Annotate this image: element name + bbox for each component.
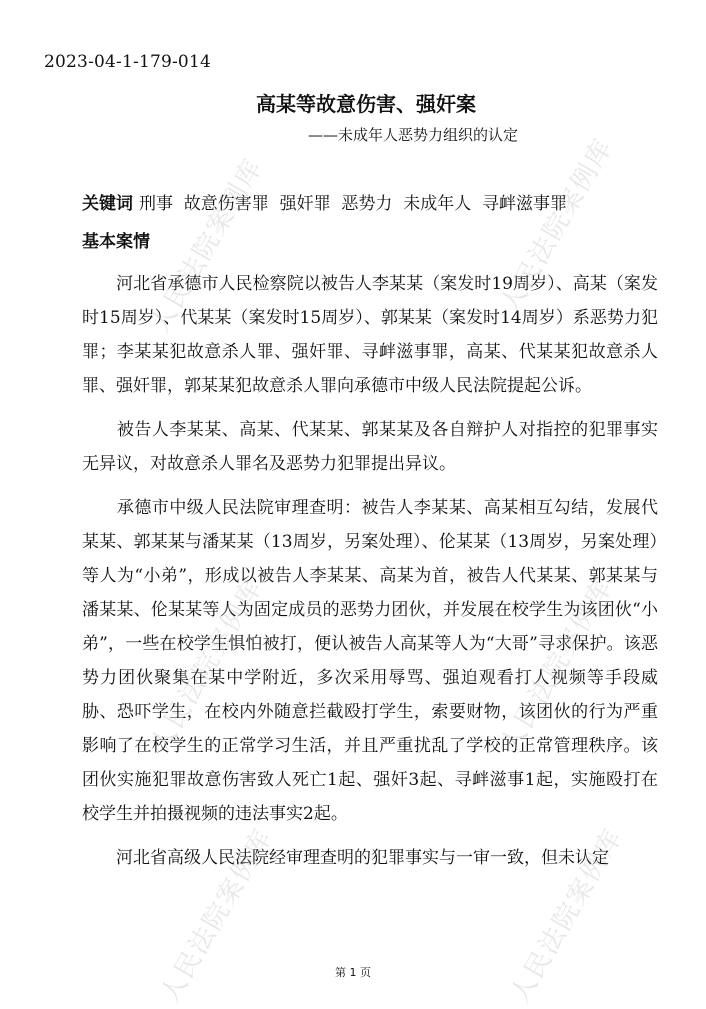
case-subtitle: ——未成年人恶势力组织的认定 xyxy=(307,126,518,144)
paragraph-4: 河北省高级人民法院经审理查明的犯罪事实与一审一致，但未认定 xyxy=(82,848,609,868)
keywords-line xyxy=(82,191,658,229)
watermark: 人民法院案例库 xyxy=(145,153,270,338)
watermark: 人民法院案例库 xyxy=(155,823,280,1008)
watermark: 人民法院案例库 xyxy=(505,823,630,1008)
paragraph-1: 河北省承德市人民检察院以被告人李某某（案发时19周岁）、高某（案发时15周岁）、代某某（案发时15周岁）、郭某某（案发时14周岁）系恶势力犯罪；李某某犯故意杀人罪、强奸罪、寻衅滋事罪，高某、代某某犯故意杀人罪、强奸罪，郭某某犯故意杀人罪向承德市中级人民法院提起公诉。 xyxy=(82,274,658,396)
section-heading-basic-facts: 基本案情 xyxy=(82,232,150,252)
watermark: 人民法院案例库 xyxy=(145,573,270,758)
document-body xyxy=(82,191,658,885)
paragraph-2: 被告人李某某、高某、代某某、郭某某及各自辩护人对指控的犯罪事实无异议，对故意杀人罪名及恶势力犯罪提出异议。 xyxy=(82,420,658,474)
watermark: 人民法院案例库 xyxy=(495,133,620,318)
paragraph-3: 承德市中级人民法院审理查明：被告人李某某、高某相互勾结，发展代某某、郭某某与潘某某（13周岁，另案处理）、伦某某（13周岁，另案处理）等人为“小弟”，形成以被告人李某某、高某为首，被告人代某某、郭某某与潘某某、伦某某等人为固定成员的恶势力团伙，并发展在校学生为该团伙“小弟”，一些在校学生惧怕被打，便认被告人高某等人为“大哥”寻求保护。该恶势力团伙聚集在某中学附近，多次采用辱骂、强迫观看打人视频等手段威胁、恐吓学生，在校内外随意拦截殴打学生，索要财物，该团伙的行为严重影响了在校学生的正常学习生活，并且严重扰乱了学校的正常管理秩序。该团伙实施犯罪故意伤害致人死亡1起、强奸3起、寻衅滋事1起，实施殴打在校学生并拍摄视频的违法事实2起。 xyxy=(82,498,658,824)
keywords-label: 关键词 xyxy=(82,194,133,214)
keywords-list: 刑事 故意伤害罪 强奸罪 恶势力 未成年人 寻衅滋事罪 xyxy=(139,194,568,214)
page-number: 第 1 页 xyxy=(335,966,371,979)
watermark: 人民法院案例库 xyxy=(495,573,620,758)
case-id: 2023-04-1-179-014 xyxy=(44,52,211,72)
case-title: 高某等故意伤害、强奸案 xyxy=(256,92,476,116)
